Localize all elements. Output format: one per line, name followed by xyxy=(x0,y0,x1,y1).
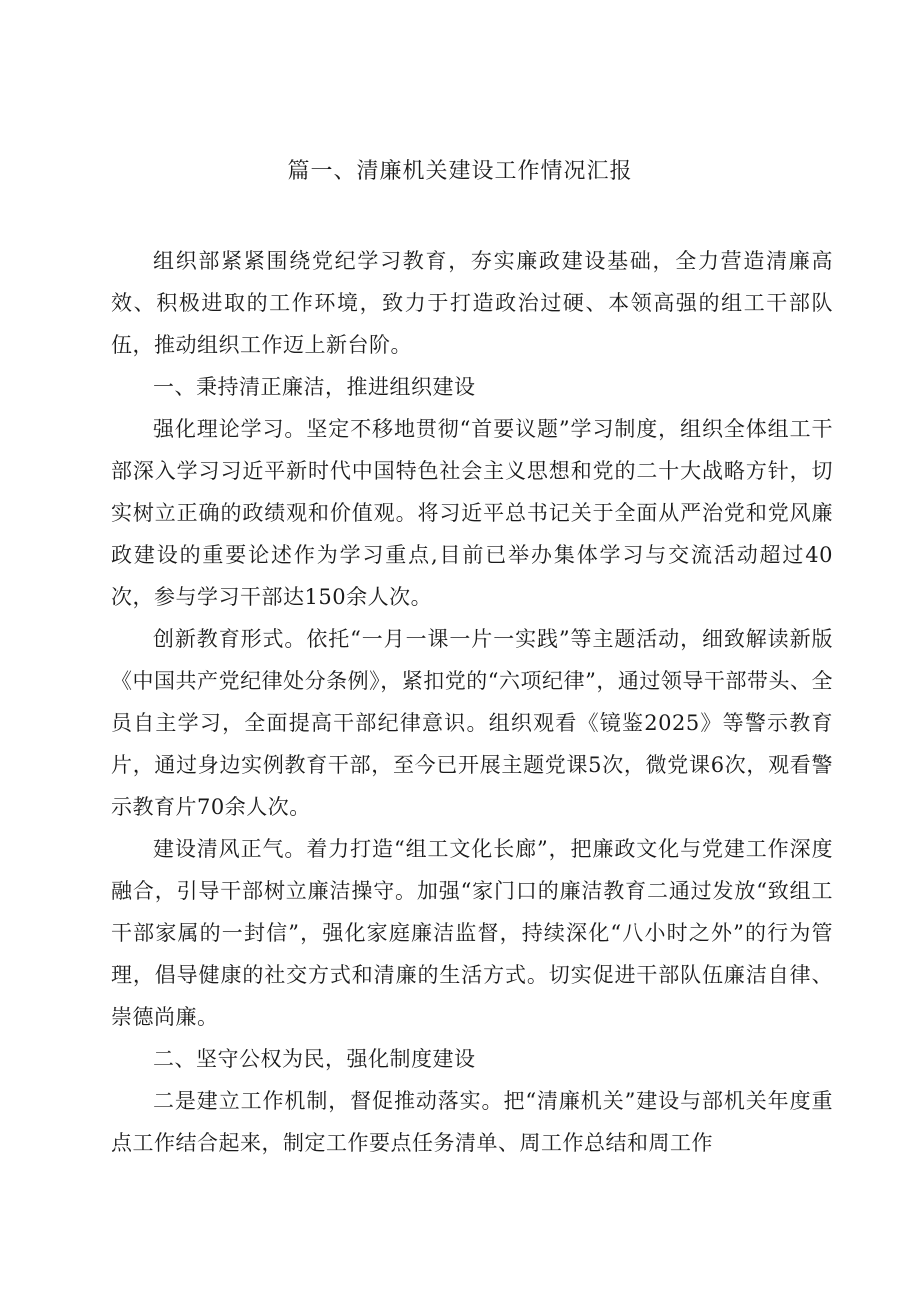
section-heading-1: 一、秉持清正廉洁，推进组织建设 xyxy=(153,375,476,399)
paragraph-education-form: 创新教育形式。依托“一月一课一片一实践”等主题活动，细致解读新版《中国共产党纪律处分条例》，紧扣党的“六项纪律”，通过领导干部带头、全员自主学习，全面提高干部纪律意识。组织观看《镜鉴2025》等警示教育片，通过身边实例教育干部，至今已开展主题党课5次，微党课6次，观看警示教育片70余人次。 xyxy=(111,627,833,819)
intro-paragraph: 组织部紧紧围绕党纪学习教育，夯实廉政建设基础，全力营造清廉高效、积极进取的工作环境，致力于打造政治过硬、本领高强的组工干部队伍，推动组织工作迈上新台阶。 xyxy=(111,249,833,357)
paragraph-clean-culture: 建设清风正气。着力打造“组工文化长廊”，把廉政文化与党建工作深度融合，引导干部树立廉洁操守。加强“家门口的廉洁教育二通过发放“致组工干部家属的一封信”，强化家庭廉洁监督，持续深化“八小时之外”的行为管理，倡导健康的社交方式和清廉的生活方式。切实促进干部队伍廉洁自律、崇德尚廉。 xyxy=(111,837,833,1029)
paragraph-theory-study: 强化理论学习。坚定不移地贯彻“首要议题”学习制度，组织全体组工干部深入学习习近平新时代中国特色社会主义思想和党的二十大战略方针，切实树立正确的政绩观和价值观。将习近平总书记关于全面从严治党和党风廉政建设的重要论述作为学习重点,目前已举办集体学习与交流活动超过40次，参与学习干部达150余人次。 xyxy=(111,417,833,609)
section-heading-2: 二、坚守公权为民，强化制度建设 xyxy=(153,1047,476,1071)
document-body xyxy=(111,240,833,1164)
document-title: 篇一、清廉机关建设工作情况汇报 xyxy=(287,159,633,184)
paragraph-work-mechanism: 二是建立工作机制，督促推动落实。把“清廉机关”建设与部机关年度重点工作结合起来，制定工作要点任务清单、周工作总结和周工作 xyxy=(111,1089,833,1155)
